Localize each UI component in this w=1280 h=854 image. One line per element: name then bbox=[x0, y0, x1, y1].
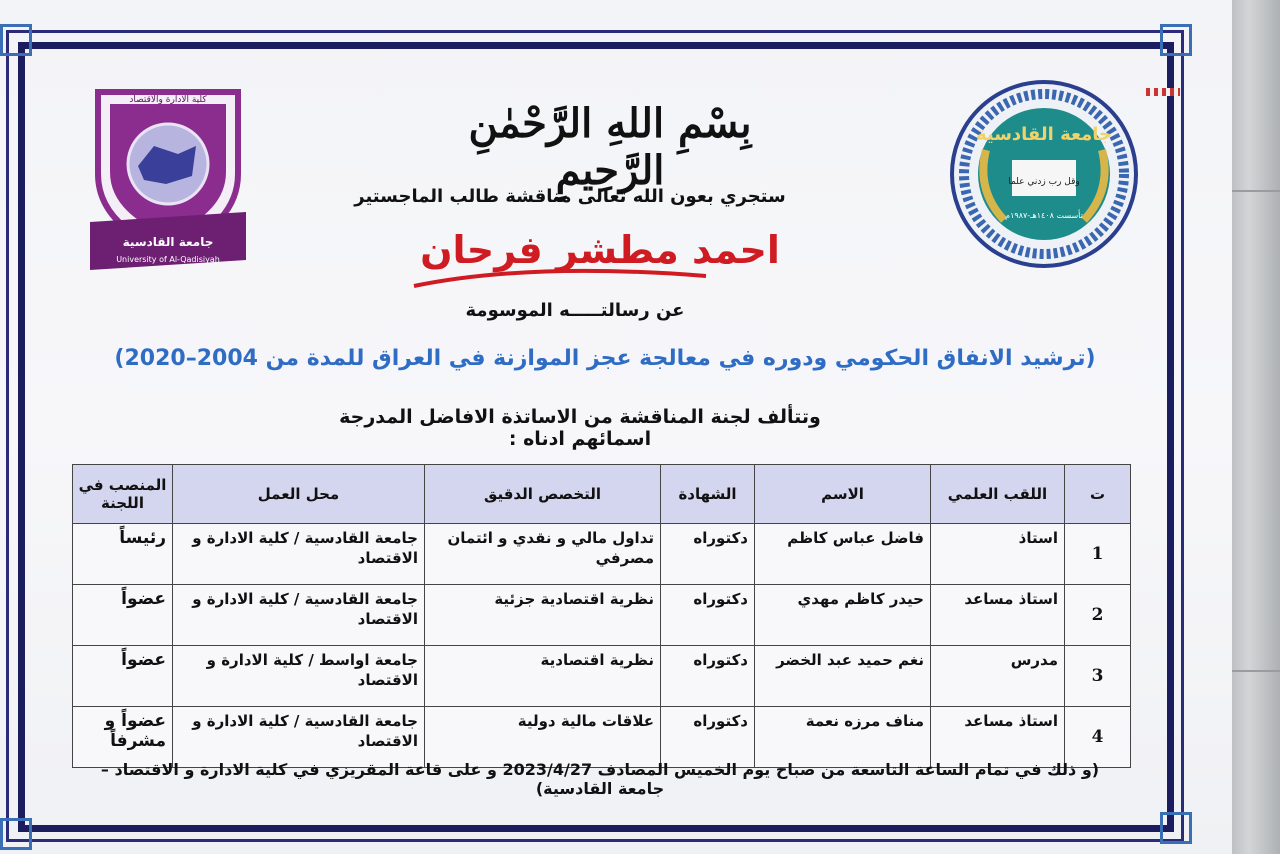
table-row bbox=[73, 646, 1131, 707]
cell-academic-title: استاذ bbox=[931, 524, 1065, 585]
header-degree: الشهادة bbox=[661, 465, 755, 524]
corner-ornament bbox=[1160, 812, 1192, 844]
header-academic-title: اللقب العلمي bbox=[931, 465, 1065, 524]
thesis-intro: عن رسالتـــــه الموسومة bbox=[465, 300, 685, 321]
university-logo-motto: وقل رب زدني علما bbox=[1008, 177, 1080, 187]
cell-academic-title: استاذ مساعد bbox=[931, 585, 1065, 646]
cell-specialization: نظرية اقتصادية bbox=[425, 646, 661, 707]
college-logo-top-text: كلية الادارة والاقتصاد bbox=[129, 95, 207, 105]
college-logo bbox=[88, 84, 248, 274]
cell-index: 1 bbox=[1065, 524, 1131, 585]
corner-ornament bbox=[0, 24, 32, 56]
cell-degree: دكتوراه bbox=[661, 585, 755, 646]
wall-seam bbox=[1228, 670, 1280, 672]
cell-committee-role: عضواً و مشرفاً bbox=[73, 707, 173, 768]
cell-workplace: جامعة القادسية / كلية الادارة و الاقتصاد bbox=[173, 707, 425, 768]
committee-intro: وتتألف لجنة المناقشة من الاساتذة الافاضل المدرجة اسمائهم ادناه : bbox=[339, 406, 821, 450]
cell-name: نغم حميد عبد الخضر bbox=[755, 646, 931, 707]
header-committee-role: المنصب في اللجنة bbox=[73, 465, 173, 524]
table-row bbox=[73, 585, 1131, 646]
university-logo-title: جامعة القادسية bbox=[975, 124, 1113, 145]
cell-degree: دكتوراه bbox=[661, 707, 755, 768]
thesis-title: (ترشيد الانفاق الحكومي ودوره في معالجة عجز الموازنة في العراق للمدة من 2004–2020) bbox=[114, 346, 1096, 371]
cell-index: 4 bbox=[1065, 707, 1131, 768]
cell-specialization: نظرية اقتصادية جزئية bbox=[425, 585, 661, 646]
header-name: الاسم bbox=[755, 465, 931, 524]
table-header-row bbox=[73, 465, 1131, 524]
cell-name: مناف مرزه نعمة bbox=[755, 707, 931, 768]
cell-index: 3 bbox=[1065, 646, 1131, 707]
cell-index: 2 bbox=[1065, 585, 1131, 646]
name-swash bbox=[410, 258, 710, 292]
cell-committee-role: عضواً bbox=[73, 585, 173, 646]
corner-ornament bbox=[0, 818, 32, 850]
header-index: ت bbox=[1065, 465, 1131, 524]
wall-seam bbox=[1228, 190, 1280, 192]
cell-specialization: تداول مالي و نقدي و ائتمان مصرفي bbox=[425, 524, 661, 585]
header-workplace: محل العمل bbox=[173, 465, 425, 524]
university-logo-founded: تأسست ١٤٠٨هـ-١٩٨٧م bbox=[1005, 211, 1083, 220]
college-logo-banner-text: جامعة القادسية bbox=[122, 235, 214, 249]
college-logo-banner-subtext: University of Al-Qadisiyah bbox=[116, 255, 220, 264]
university-logo bbox=[946, 80, 1142, 270]
wall-background bbox=[1228, 0, 1280, 854]
student-name: احمد مطشر فرحان bbox=[420, 228, 780, 272]
basmala-heading: بِسْمِ اللهِ الرَّحْمٰنِ الرَّحِيمِ bbox=[468, 100, 752, 194]
announcement-line: ستجري بعون الله تعالى مناقشة طالب الماجستير bbox=[354, 186, 786, 207]
cell-workplace: جامعة القادسية / كلية الادارة و الاقتصاد bbox=[173, 524, 425, 585]
cell-specialization: علاقات مالية دولية bbox=[425, 707, 661, 768]
table-row bbox=[73, 707, 1131, 768]
cell-name: حيدر كاظم مهدي bbox=[755, 585, 931, 646]
header-specialization: التخصص الدقيق bbox=[425, 465, 661, 524]
cell-name: فاضل عباس كاظم bbox=[755, 524, 931, 585]
table-row bbox=[73, 524, 1131, 585]
cell-degree: دكتوراه bbox=[661, 646, 755, 707]
cell-committee-role: رئيساً bbox=[73, 524, 173, 585]
cell-academic-title: استاذ مساعد bbox=[931, 707, 1065, 768]
cell-degree: دكتوراه bbox=[661, 524, 755, 585]
cell-academic-title: مدرس bbox=[931, 646, 1065, 707]
committee-table bbox=[72, 464, 1131, 768]
corner-ornament bbox=[1160, 24, 1192, 56]
cell-workplace: جامعة القادسية / كلية الادارة و الاقتصاد bbox=[173, 585, 425, 646]
decorative-strip bbox=[1146, 88, 1180, 96]
cell-workplace: جامعة اواسط / كلية الادارة و الاقتصاد bbox=[173, 646, 425, 707]
cell-committee-role: عضواً bbox=[73, 646, 173, 707]
footer-note: (و ذلك في تمام الساعة التاسعة من صباح يوم الخميس المصادف 2023/4/27 و على قاعة المقريزي في كلية الادارة و الاقتصاد – جامعة القادسية) bbox=[100, 760, 1100, 798]
